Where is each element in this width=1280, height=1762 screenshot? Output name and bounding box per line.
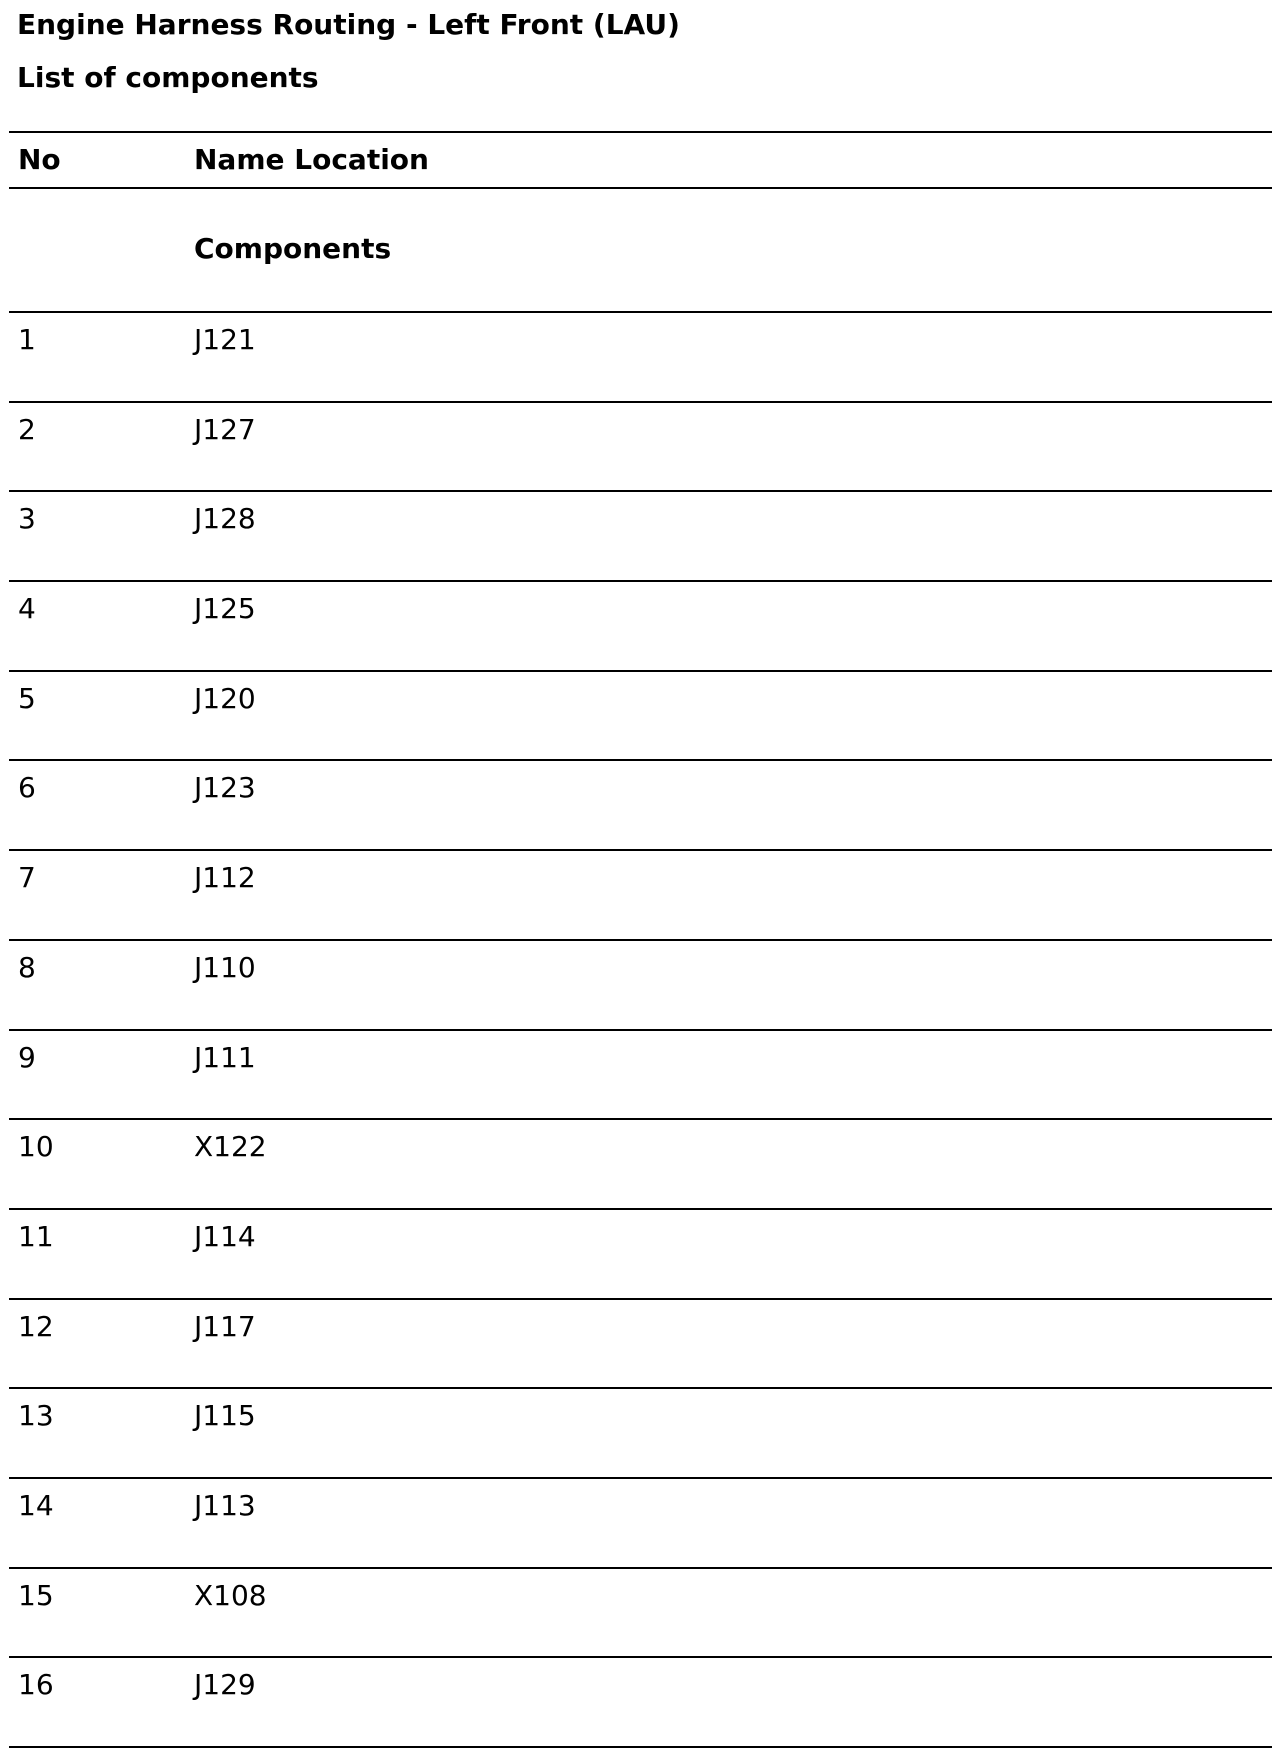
component-name: J110 bbox=[194, 950, 256, 984]
row-number: 12 bbox=[18, 1309, 54, 1343]
header-no: No bbox=[18, 143, 61, 176]
component-name: J114 bbox=[194, 1219, 256, 1253]
row-rule bbox=[9, 1746, 1272, 1748]
component-name: X122 bbox=[194, 1130, 267, 1164]
table-row bbox=[9, 672, 1272, 760]
document-title: Engine Harness Routing - Left Front (LAU) bbox=[17, 8, 680, 41]
row-number: 5 bbox=[18, 681, 36, 715]
row-number: 8 bbox=[18, 950, 36, 984]
component-name: J112 bbox=[194, 861, 256, 895]
row-number: 9 bbox=[18, 1040, 36, 1074]
section-label: Components bbox=[194, 232, 392, 265]
table-row bbox=[9, 582, 1272, 670]
table-row bbox=[9, 313, 1272, 401]
row-number: 10 bbox=[18, 1130, 54, 1164]
components-table bbox=[9, 131, 1272, 1748]
component-name: J117 bbox=[194, 1309, 256, 1343]
document-subtitle: List of components bbox=[17, 61, 319, 94]
component-name: J128 bbox=[194, 502, 256, 536]
component-name: J123 bbox=[194, 771, 256, 805]
table-header-row bbox=[9, 133, 1272, 187]
table-row bbox=[9, 941, 1272, 1029]
table-row bbox=[9, 403, 1272, 491]
table-row bbox=[9, 1210, 1272, 1298]
row-number: 16 bbox=[18, 1668, 54, 1702]
component-name: J129 bbox=[194, 1668, 256, 1702]
row-number: 4 bbox=[18, 592, 36, 626]
table-row bbox=[9, 761, 1272, 849]
row-number: 11 bbox=[18, 1219, 54, 1253]
table-row bbox=[9, 1569, 1272, 1657]
table-row bbox=[9, 1031, 1272, 1119]
row-number: 1 bbox=[18, 323, 36, 356]
table-body bbox=[9, 313, 1272, 1748]
component-name: J113 bbox=[194, 1488, 256, 1522]
component-name: J121 bbox=[194, 323, 256, 356]
row-number: 14 bbox=[18, 1488, 54, 1522]
row-number: 7 bbox=[18, 861, 36, 895]
component-name: J125 bbox=[194, 592, 256, 626]
row-number: 13 bbox=[18, 1399, 54, 1433]
row-number: 6 bbox=[18, 771, 36, 805]
table-row bbox=[9, 1389, 1272, 1477]
component-name: X108 bbox=[194, 1578, 267, 1612]
table-row bbox=[9, 1658, 1272, 1746]
table-section-row bbox=[9, 189, 1272, 311]
row-number: 2 bbox=[18, 412, 36, 446]
table-row bbox=[9, 1479, 1272, 1567]
table-row bbox=[9, 1300, 1272, 1388]
component-name: J120 bbox=[194, 681, 256, 715]
component-name: J111 bbox=[194, 1040, 256, 1074]
table-row bbox=[9, 1120, 1272, 1208]
header-name-location: Name Location bbox=[194, 143, 429, 176]
row-number: 3 bbox=[18, 502, 36, 536]
component-name: J127 bbox=[194, 412, 256, 446]
table-row bbox=[9, 851, 1272, 939]
table-row bbox=[9, 492, 1272, 580]
row-number: 15 bbox=[18, 1578, 54, 1612]
component-name: J115 bbox=[194, 1399, 256, 1433]
